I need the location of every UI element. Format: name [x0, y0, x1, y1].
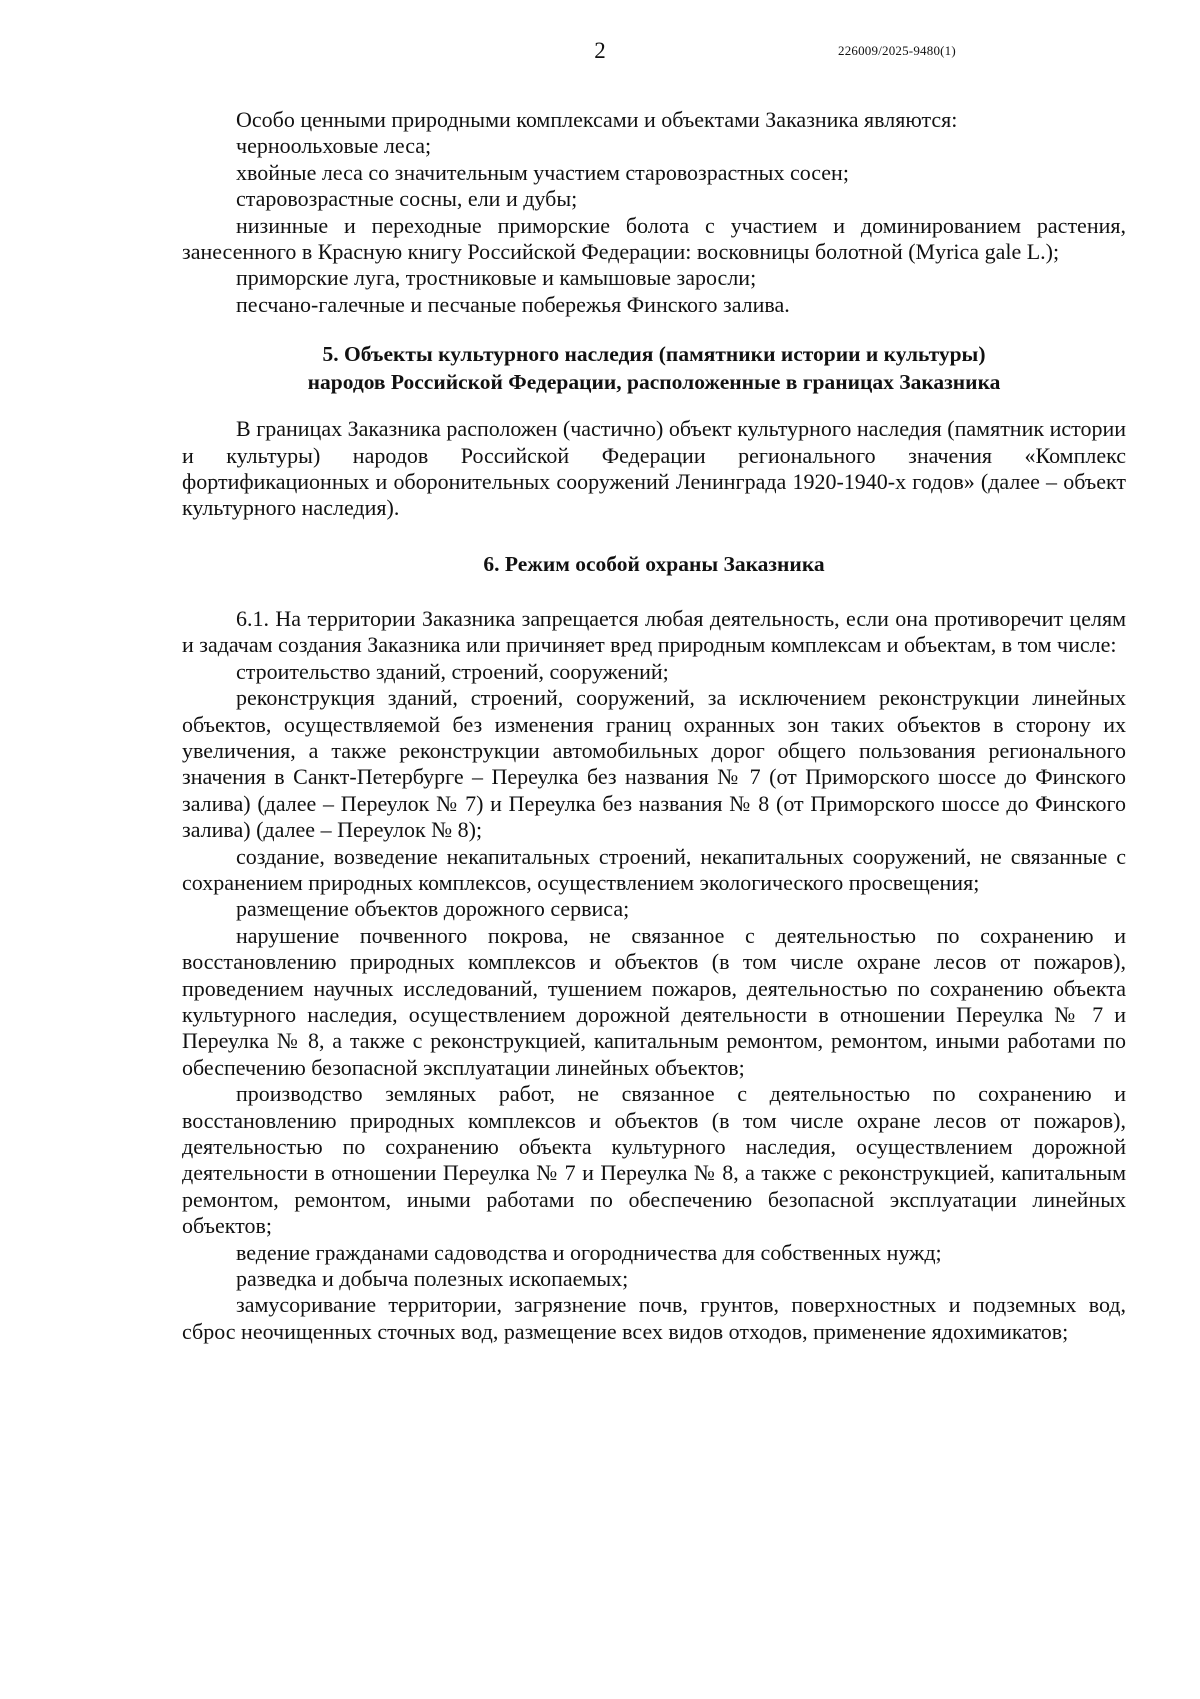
section4-intro: Особо ценными природными комплексами и объектами Заказника являются: — [236, 107, 958, 132]
section6-paragraph: ведение гражданами садоводства и огородничества для собственных нужд; — [236, 1239, 942, 1265]
list-item: низинные и переходные приморские болота с участием и доминированием растения, занесенного в Красную книгу Российской Федерации: восковницы болотной (Myrica gale L.); — [182, 212, 1126, 265]
section6-paragraph: создание, возведение некапитальных строений, некапитальных сооружений, не связанные с сохранением природных комплексов, осуществлением экологического просвещения; — [182, 843, 1126, 895]
section5-paragraph: В границах Заказника расположен (частично) объект культурного наследия (памятник истории и культуры) народов Российской Федерации регионального значения «Комплекс фортификационных и оборонительных сооружений Ленинграда 1920-1940-х годов» (далее – объект культурного наследия). — [182, 416, 1126, 521]
document-id: 226009/2025-9480(1) — [838, 43, 956, 58]
list-item: черноольховые леса; — [236, 133, 432, 159]
list-item: песчано-галечные и песчаные побережья Финского залива. — [236, 291, 790, 317]
section5-heading — [182, 340, 1126, 396]
section6-paragraph: 6.1. На территории Заказника запрещается любая деятельность, если она противоречит целям и задачам создания Заказника или причиняет вред природным комплексам и объектам, в том числе: — [182, 605, 1126, 658]
section6-paragraph: реконструкция зданий, строений, сооружений, за исключением реконструкции линейных объектов, осуществляемой без изменения границ охранных зон таких объектов в сторону их увеличения, а также реконструкции автомобильных дорог общего пользования регионального значения в Санкт-Петербурге – Переулка без названия № 7 (от Приморского шоссе до Финского залива) (далее – Переулок № 7) и Переулка без названия № 8 (от Приморского шоссе до Финского залива) (далее – Переулок № 8); — [182, 685, 1126, 843]
section5-heading-line1: 5. Объекты культурного наследия (памятники истории и культуры) — [322, 342, 986, 367]
list-item: приморские луга, тростниковые и камышовые заросли; — [236, 265, 757, 291]
list-item: хвойные леса со значительным участием старовозрастных сосен; — [236, 159, 849, 185]
section6-paragraph: разведка и добыча полезных ископаемых; — [236, 1266, 629, 1292]
page-number: 2 — [594, 38, 606, 63]
section6-paragraph: размещение объектов дорожного сервиса; — [236, 896, 630, 922]
section6-heading: 6. Режим особой охраны Заказника — [483, 551, 825, 576]
section6-paragraph: строительство зданий, строений, сооружений; — [236, 658, 669, 684]
list-item: старовозрастные сосны, ели и дубы; — [236, 186, 578, 212]
section6-paragraph: замусоривание территории, загрязнение почв, грунтов, поверхностных и подземных вод, сброс неочищенных сточных вод, размещение всех видов отходов, применение ядохимикатов; — [182, 1292, 1126, 1344]
section6-paragraph: производство земляных работ, не связанное с деятельностью по сохранению и восстановлению природных комплексов и объектов (в том числе охране лесов от пожаров), деятельностью по сохранению объекта культурного наследия, осуществлением дорожной деятельности в отношении Переулка № 7 и Переулка № 8, а также с реконструкцией, капитальным ремонтом, ремонтом, иными работами по обеспечению безопасной эксплуатации линейных объектов; — [182, 1081, 1126, 1239]
document-body — [182, 107, 1126, 1345]
section6-paragraph: нарушение почвенного покрова, не связанное с деятельностью по сохранению и восстановлению природных комплексов и объектов (в том числе охране лесов от пожаров), проведением научных исследований, тушением пожаров, деятельностью по сохранению объекта культурного наследия, осуществлением дорожной деятельности в отношении Переулка № 7 и Переулка № 8, а также с реконструкцией, капитальным ремонтом, ремонтом, иными работами по обеспечению безопасной эксплуатации линейных объектов; — [182, 922, 1126, 1080]
section5-heading-line2: народов Российской Федерации, расположенные в границах Заказника — [307, 370, 1001, 395]
